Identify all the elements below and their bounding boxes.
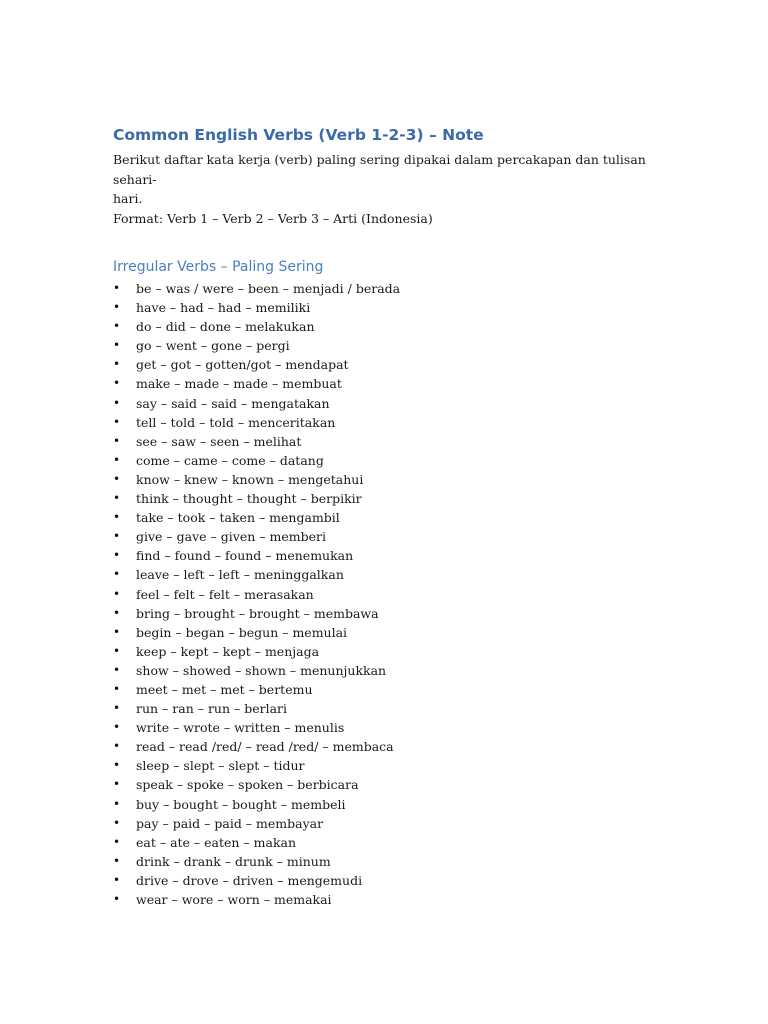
intro-text-line-1: Berikut daftar kata kerja (verb) paling sering dipakai dalam percakapan dan tulisan sehari- (113, 152, 646, 187)
bullet-icon: • (113, 433, 121, 448)
verb-entry-text: write – wrote – written – menulis (136, 720, 345, 736)
verb-entry-text: see – saw – seen – melihat (136, 433, 302, 449)
bullet-icon: • (113, 853, 121, 868)
list-item (113, 661, 673, 680)
verb-entry-text: show – showed – shown – menunjukkan (136, 662, 387, 678)
intro-text-line-2: hari. (113, 191, 143, 206)
list-item (113, 336, 673, 355)
bullet-icon: • (113, 319, 121, 334)
verb-entry-text: drive – drove – driven – mengemudi (136, 872, 363, 888)
verb-entry-text: keep – kept – kept – menjaga (136, 643, 320, 659)
bullet-icon: • (113, 281, 121, 295)
list-item (113, 317, 673, 336)
bullet-icon: • (113, 605, 121, 620)
bullet-icon: • (113, 701, 121, 716)
verb-entry-text: take – took – taken – mengambil (136, 510, 340, 526)
list-item (113, 451, 673, 470)
bullet-icon: • (113, 567, 121, 582)
bullet-icon: • (113, 414, 121, 429)
bullet-icon: • (113, 872, 121, 887)
verb-entry-text: do – did – done – melakukan (136, 319, 315, 335)
list-item (113, 775, 673, 794)
list-item (113, 489, 673, 508)
bullet-icon: • (113, 796, 121, 811)
list-item (113, 374, 673, 393)
list-item (113, 623, 673, 642)
bullet-icon: • (113, 662, 121, 677)
list-item (113, 355, 673, 374)
verb-entry-text: feel – felt – felt – merasakan (136, 586, 314, 602)
verb-entry-text: find – found – found – menemukan (136, 548, 354, 564)
document-page (113, 124, 673, 909)
verb-entry-text: read – read /red/ – read /red/ – membaca (136, 739, 394, 755)
list-item (113, 604, 673, 623)
list-item (113, 833, 673, 852)
bullet-icon: • (113, 510, 121, 525)
verb-entry-text: tell – told – told – menceritakan (136, 414, 336, 430)
list-item (113, 852, 673, 871)
verb-entry-text: go – went – gone – pergi (136, 338, 290, 354)
list-item (113, 871, 673, 890)
verb-entry-text: have – had – had – memiliki (136, 300, 311, 316)
section-heading-irregular-verbs: Irregular Verbs – Paling Sering (113, 259, 324, 275)
verb-entry-text: know – knew – known – mengetahui (136, 471, 364, 487)
irregular-verb-list (113, 279, 673, 909)
bullet-icon: • (113, 643, 121, 658)
verb-entry-text: give – gave – given – memberi (136, 529, 326, 545)
bullet-icon: • (113, 357, 121, 372)
verb-entry-text: come – came – come – datang (136, 452, 324, 468)
bullet-icon: • (113, 471, 121, 486)
verb-entry-text: think – thought – thought – berpikir (136, 491, 362, 507)
list-item (113, 527, 673, 546)
list-item (113, 756, 673, 775)
verb-entry-text: wear – wore – worn – memakai (136, 892, 332, 907)
verb-entry-text: bring – brought – brought – membawa (136, 605, 379, 621)
list-item (113, 814, 673, 833)
list-item (113, 413, 673, 432)
list-item (113, 585, 673, 604)
list-item (113, 795, 673, 814)
bullet-icon: • (113, 376, 121, 391)
bullet-icon: • (113, 777, 121, 792)
list-item (113, 699, 673, 718)
list-item (113, 394, 673, 413)
list-item (113, 508, 673, 527)
verb-entry-text: be – was / were – been – menjadi / berada (136, 281, 401, 296)
bullet-icon: • (113, 720, 121, 735)
bullet-icon: • (113, 338, 121, 353)
intro-block (113, 150, 673, 228)
list-item (113, 718, 673, 737)
list-item (113, 279, 673, 298)
format-line: Format: Verb 1 – Verb 2 – Verb 3 – Arti (Indonesia) (113, 210, 433, 226)
verb-entry-text: eat – ate – eaten – makan (136, 834, 297, 850)
bullet-icon: • (113, 681, 121, 696)
verb-entry-text: meet – met – met – bertemu (136, 681, 313, 697)
bullet-icon: • (113, 892, 121, 906)
bullet-icon: • (113, 529, 121, 544)
bullet-icon: • (113, 624, 121, 639)
document-title: Common English Verbs (Verb 1-2-3) – Note (113, 126, 484, 144)
verb-entry-text: speak – spoke – spoken – berbicara (136, 777, 359, 793)
list-item (113, 470, 673, 489)
verb-entry-text: begin – began – begun – memulai (136, 624, 348, 640)
verb-entry-text: make – made – made – membuat (136, 376, 342, 392)
list-item (113, 890, 673, 909)
bullet-icon: • (113, 586, 121, 601)
bullet-icon: • (113, 548, 121, 563)
list-item (113, 432, 673, 451)
verb-entry-text: sleep – slept – slept – tidur (136, 758, 305, 774)
list-item (113, 680, 673, 699)
verb-entry-text: get – got – gotten/got – mendapat (136, 357, 349, 373)
bullet-icon: • (113, 452, 121, 467)
verb-entry-text: say – said – said – mengatakan (136, 395, 330, 411)
bullet-icon: • (113, 491, 121, 506)
bullet-icon: • (113, 739, 121, 754)
verb-entry-text: buy – bought – bought – membeli (136, 796, 346, 812)
bullet-icon: • (113, 395, 121, 410)
bullet-icon: • (113, 758, 121, 773)
list-item (113, 298, 673, 317)
list-item (113, 737, 673, 756)
list-item (113, 642, 673, 661)
verb-entry-text: pay – paid – paid – membayar (136, 815, 324, 831)
bullet-icon: • (113, 834, 121, 849)
verb-entry-text: leave – left – left – meninggalkan (136, 567, 344, 583)
list-item (113, 565, 673, 584)
verb-entry-text: run – ran – run – berlari (136, 701, 288, 717)
bullet-icon: • (113, 815, 121, 830)
verb-entry-text: drink – drank – drunk – minum (136, 853, 331, 869)
bullet-icon: • (113, 300, 121, 315)
list-item (113, 546, 673, 565)
